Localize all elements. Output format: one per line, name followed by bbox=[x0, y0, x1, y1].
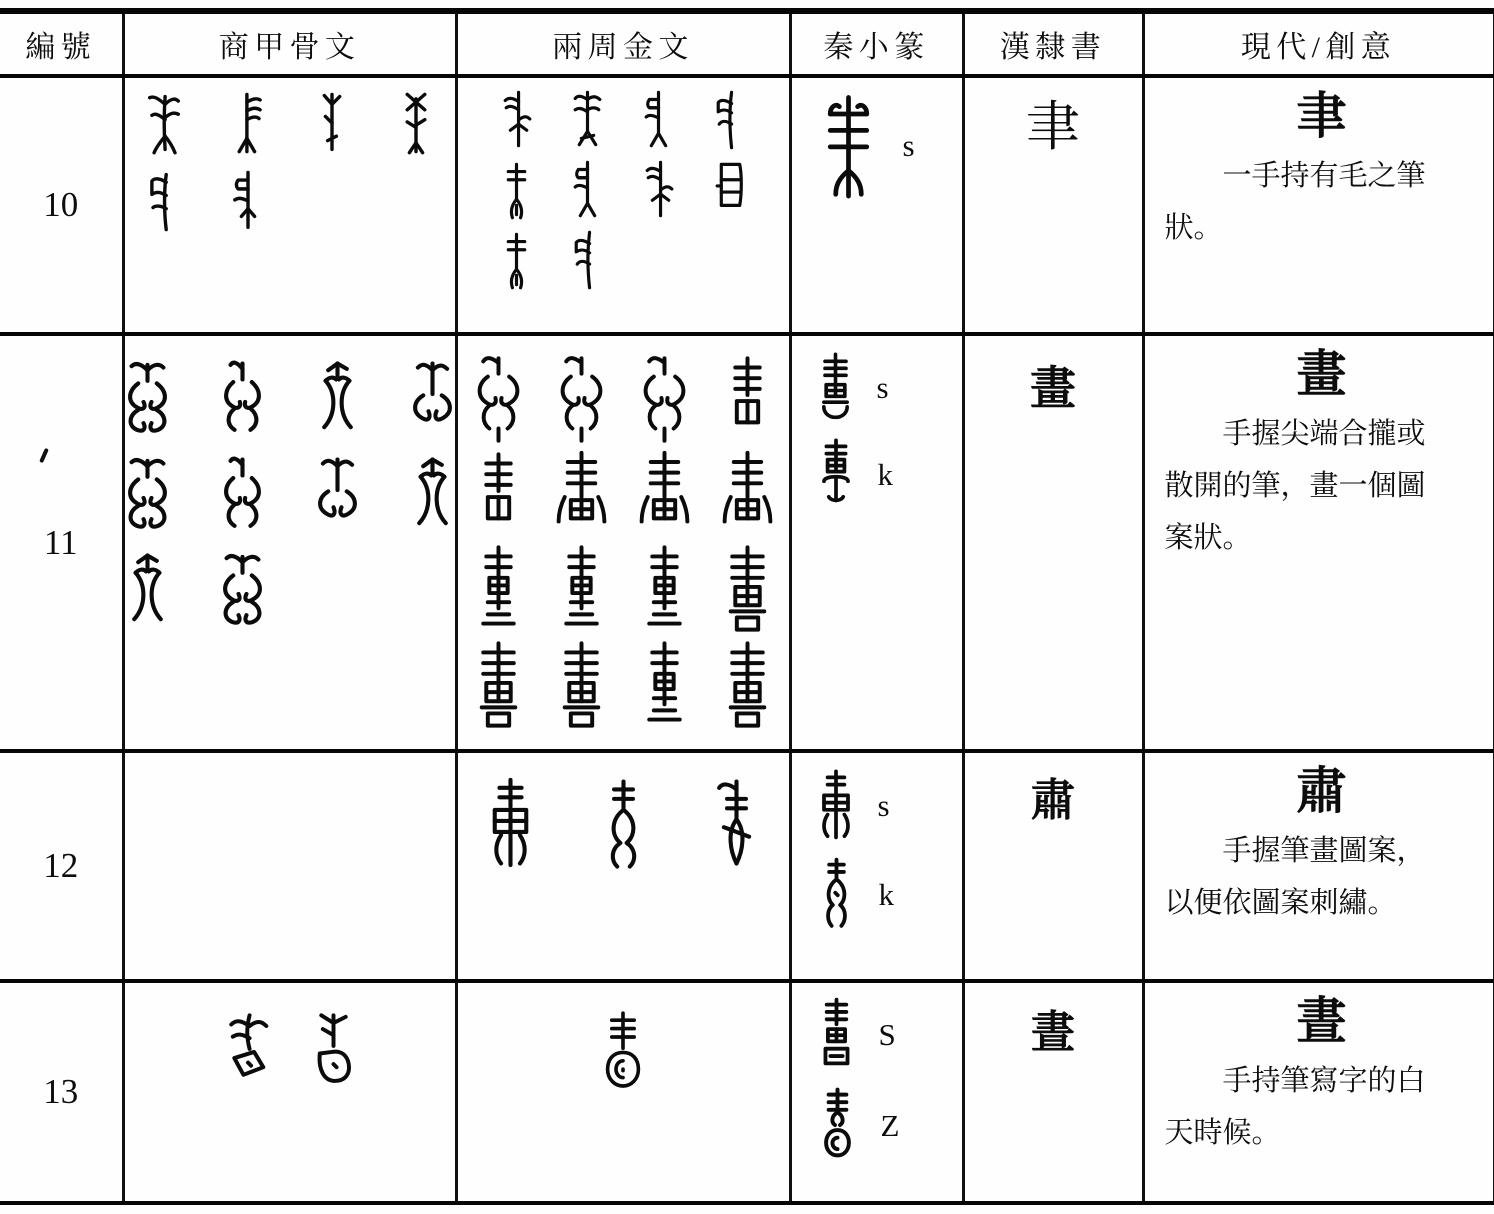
bronze-glyph-bz-hua-d bbox=[468, 640, 529, 732]
bronze-glyph-bz-hua-e bbox=[717, 352, 778, 444]
cell-clerical-script bbox=[963, 981, 1143, 1203]
bronze-glyph-bz-hua-c bbox=[634, 544, 695, 636]
bronze-glyph-line bbox=[479, 775, 768, 870]
table-row-10 bbox=[0, 76, 1494, 334]
oracle-glyph-oc-hua-d bbox=[311, 454, 364, 534]
bronze-glyph-bz-hua-e bbox=[468, 448, 529, 540]
oracle-glyph-line bbox=[121, 358, 459, 438]
description bbox=[1165, 408, 1479, 565]
seal-glyph-seal-hua-s bbox=[812, 352, 859, 422]
bronze-glyph-line bbox=[496, 228, 608, 290]
col-header-bronze: 兩周金文 bbox=[456, 11, 790, 76]
bronze-glyph-bz-hua-d bbox=[717, 544, 778, 636]
cell-row-number bbox=[0, 76, 123, 334]
seal-glyph-seal-yu bbox=[812, 90, 885, 200]
cell-clerical-script bbox=[963, 334, 1143, 751]
bronze-glyph-bz-hua-a bbox=[551, 352, 612, 444]
col-header-oracle: 商甲骨文 bbox=[123, 11, 456, 76]
seal-entry bbox=[812, 90, 962, 200]
bronze-glyph-bz-hua-b bbox=[717, 448, 778, 540]
seal-source-letter: k bbox=[877, 456, 893, 492]
seal-entries bbox=[792, 78, 962, 200]
oracle-glyph-ob-yu-c bbox=[310, 90, 354, 156]
bronze-glyph-bz-hua-a bbox=[634, 352, 695, 444]
oracle-glyph-ob-zhou-b bbox=[303, 1009, 364, 1101]
seal-entry bbox=[812, 997, 962, 1071]
cell-seal-script bbox=[790, 334, 963, 751]
description bbox=[1165, 150, 1479, 254]
bronze-glyph-line bbox=[496, 158, 750, 220]
description-line: 以便依圖案刺繡。 bbox=[1164, 887, 1397, 920]
bronze-glyph-bz-hua-d bbox=[717, 640, 778, 732]
modern-char: 肅 bbox=[1296, 763, 1347, 819]
bronze-glyph-group bbox=[458, 983, 789, 1093]
bronze-glyph-line bbox=[468, 448, 778, 540]
bronze-glyph-bz-yu-e bbox=[496, 158, 537, 220]
row-number: 10 bbox=[43, 185, 79, 224]
description-line: 天時候。 bbox=[1164, 1117, 1281, 1150]
description-line: 手持筆寫字的白 bbox=[1222, 1065, 1426, 1097]
seal-source-letter: s bbox=[902, 127, 915, 163]
oracle-glyph-line bbox=[121, 454, 459, 534]
oracle-glyph-oc-hua-b bbox=[216, 454, 269, 534]
table-row-11 bbox=[0, 334, 1494, 751]
bronze-glyph-bz-yu-f bbox=[709, 88, 750, 150]
oracle-glyph-line bbox=[142, 168, 270, 234]
description-line: 散開的筆，畫一個圖 bbox=[1164, 470, 1426, 503]
oracle-glyph-oc-hua-b bbox=[216, 358, 269, 438]
oracle-glyph-group bbox=[125, 78, 455, 234]
cell-row-number bbox=[0, 334, 123, 751]
seal-entry bbox=[812, 352, 962, 422]
seal-glyph-seal-su-k bbox=[812, 857, 861, 931]
bronze-glyph-bz-yu-c bbox=[638, 158, 679, 220]
bronze-glyph-bz-su-a bbox=[479, 775, 542, 870]
cell-bronze-script bbox=[456, 334, 790, 751]
clerical-char: 肅 bbox=[1031, 776, 1075, 825]
bronze-glyph-bz-su-b bbox=[592, 775, 655, 870]
row-number: 11 bbox=[43, 522, 78, 562]
cell-clerical-script bbox=[963, 751, 1143, 981]
oracle-glyph-ob-zhou-a bbox=[216, 1009, 277, 1101]
cell-modern-meaning bbox=[1143, 981, 1494, 1203]
header-row bbox=[0, 11, 1494, 76]
seal-entries bbox=[792, 336, 962, 510]
col-header-clerical: 漢隸書 bbox=[963, 11, 1143, 76]
oracle-glyph-oc-hua-a bbox=[216, 550, 269, 630]
seal-glyph-seal-hua-k bbox=[812, 438, 860, 510]
col-header-seal: 秦小篆 bbox=[790, 11, 963, 76]
bronze-glyph-bz-yu-b bbox=[638, 88, 679, 150]
bronze-glyph-bz-yu-b bbox=[567, 158, 608, 220]
cell-oracle-script bbox=[123, 981, 456, 1203]
bronze-glyph-line bbox=[468, 352, 778, 444]
description-line: 手握筆畫圖案， bbox=[1222, 835, 1426, 867]
stray-mark bbox=[39, 448, 49, 463]
cell-bronze-script bbox=[456, 76, 790, 334]
bronze-glyph-bz-yu-a bbox=[567, 88, 608, 150]
bronze-glyph-bz-hua-d bbox=[551, 640, 612, 732]
table-row-12 bbox=[0, 751, 1494, 981]
seal-entries bbox=[792, 983, 962, 1163]
oracle-glyph-group bbox=[125, 336, 455, 630]
oracle-glyph-group bbox=[125, 983, 455, 1101]
col-header-modern: 現代/創意 bbox=[1143, 11, 1494, 76]
clerical-char: 晝 bbox=[1031, 1008, 1075, 1057]
description-line: 一手持有毛之筆 bbox=[1222, 160, 1426, 192]
oracle-glyph-line bbox=[121, 550, 269, 630]
seal-source-letter: S bbox=[878, 1016, 896, 1052]
description-line: 案狀。 bbox=[1164, 522, 1252, 555]
bronze-glyph-bz-su-c bbox=[705, 775, 768, 870]
modern-char: 畫 bbox=[1296, 346, 1347, 402]
bronze-glyph-bz-yu-e bbox=[496, 228, 537, 290]
description bbox=[1165, 1055, 1479, 1159]
seal-source-letter: k bbox=[878, 876, 894, 912]
cell-bronze-script bbox=[456, 751, 790, 981]
seal-entry bbox=[812, 1087, 962, 1163]
oracle-glyph-ob-yu-f bbox=[226, 168, 270, 234]
cell-modern-meaning bbox=[1143, 76, 1494, 334]
bronze-glyph-bz-hua-c bbox=[634, 640, 695, 732]
description bbox=[1165, 825, 1479, 929]
cell-seal-script bbox=[790, 981, 963, 1203]
seal-entry bbox=[812, 769, 962, 841]
scanned-page bbox=[0, 8, 1494, 1214]
seal-source-letter: s bbox=[876, 369, 889, 405]
bronze-glyph-bz-yu-f bbox=[567, 228, 608, 290]
bronze-glyph-bz-zhou-a bbox=[595, 1009, 651, 1093]
character-evolution-table bbox=[0, 8, 1494, 1205]
modern-char: 晝 bbox=[1296, 993, 1347, 1049]
cell-oracle-script bbox=[123, 751, 456, 981]
cell-oracle-script bbox=[123, 334, 456, 751]
oracle-glyph-oc-hua-d bbox=[406, 358, 459, 438]
description-line: 手握尖端合攏或 bbox=[1222, 418, 1426, 450]
row-number: 12 bbox=[43, 846, 79, 885]
modern-char: 聿 bbox=[1296, 88, 1347, 144]
clerical-char: 畫 bbox=[1030, 363, 1076, 414]
oracle-glyph-oc-hua-c bbox=[406, 454, 459, 534]
seal-entries bbox=[792, 753, 962, 931]
cell-modern-meaning bbox=[1143, 751, 1494, 981]
table-row-13 bbox=[0, 981, 1494, 1203]
oracle-glyph-oc-hua-c bbox=[121, 550, 174, 630]
bronze-glyph-bz-yu-d bbox=[709, 158, 750, 220]
cell-row-number bbox=[0, 981, 123, 1203]
bronze-glyph-group bbox=[458, 78, 789, 290]
cell-row-number bbox=[0, 751, 123, 981]
oracle-glyph-ob-yu-b bbox=[226, 90, 270, 156]
oracle-glyph-line bbox=[216, 1009, 364, 1101]
oracle-glyph-line bbox=[142, 90, 438, 156]
bronze-glyph-line bbox=[468, 640, 778, 732]
bronze-glyph-bz-hua-c bbox=[551, 544, 612, 636]
bronze-glyph-group bbox=[458, 336, 789, 732]
oracle-glyph-ob-yu-d bbox=[394, 90, 438, 156]
bronze-glyph-bz-hua-b bbox=[634, 448, 695, 540]
bronze-glyph-bz-hua-b bbox=[551, 448, 612, 540]
description-line: 狀。 bbox=[1164, 212, 1223, 245]
oracle-glyph-oc-hua-a bbox=[121, 358, 174, 438]
oracle-glyph-oc-hua-a bbox=[121, 454, 174, 534]
col-header-number: 編號 bbox=[0, 11, 123, 76]
cell-modern-meaning bbox=[1143, 334, 1494, 751]
bronze-glyph-group bbox=[458, 753, 789, 870]
seal-source-letter: s bbox=[877, 787, 890, 823]
oracle-glyph-oc-hua-c bbox=[311, 358, 364, 438]
bronze-glyph-bz-hua-a bbox=[468, 352, 529, 444]
bronze-glyph-bz-hua-c bbox=[468, 544, 529, 636]
seal-glyph-seal-zhou-z bbox=[812, 1087, 863, 1163]
seal-glyph-seal-su-s bbox=[812, 769, 860, 841]
cell-clerical-script bbox=[963, 76, 1143, 334]
row-number: 13 bbox=[43, 1072, 79, 1111]
oracle-glyph-ob-yu-a bbox=[142, 90, 186, 156]
oracle-glyph-ob-yu-e bbox=[142, 168, 186, 234]
seal-glyph-seal-zhou-s bbox=[812, 997, 861, 1071]
clerical-char: 聿 bbox=[1026, 97, 1080, 157]
seal-entry bbox=[812, 857, 962, 931]
cell-seal-script bbox=[790, 76, 963, 334]
cell-oracle-script bbox=[123, 76, 456, 334]
cell-seal-script bbox=[790, 751, 963, 981]
bronze-glyph-bz-yu-c bbox=[496, 88, 537, 150]
bronze-glyph-line bbox=[496, 88, 750, 150]
cell-bronze-script bbox=[456, 981, 790, 1203]
bronze-glyph-line bbox=[468, 544, 778, 636]
seal-source-letter: Z bbox=[880, 1107, 900, 1143]
bronze-glyph-line bbox=[595, 1009, 651, 1093]
seal-entry bbox=[812, 438, 962, 510]
